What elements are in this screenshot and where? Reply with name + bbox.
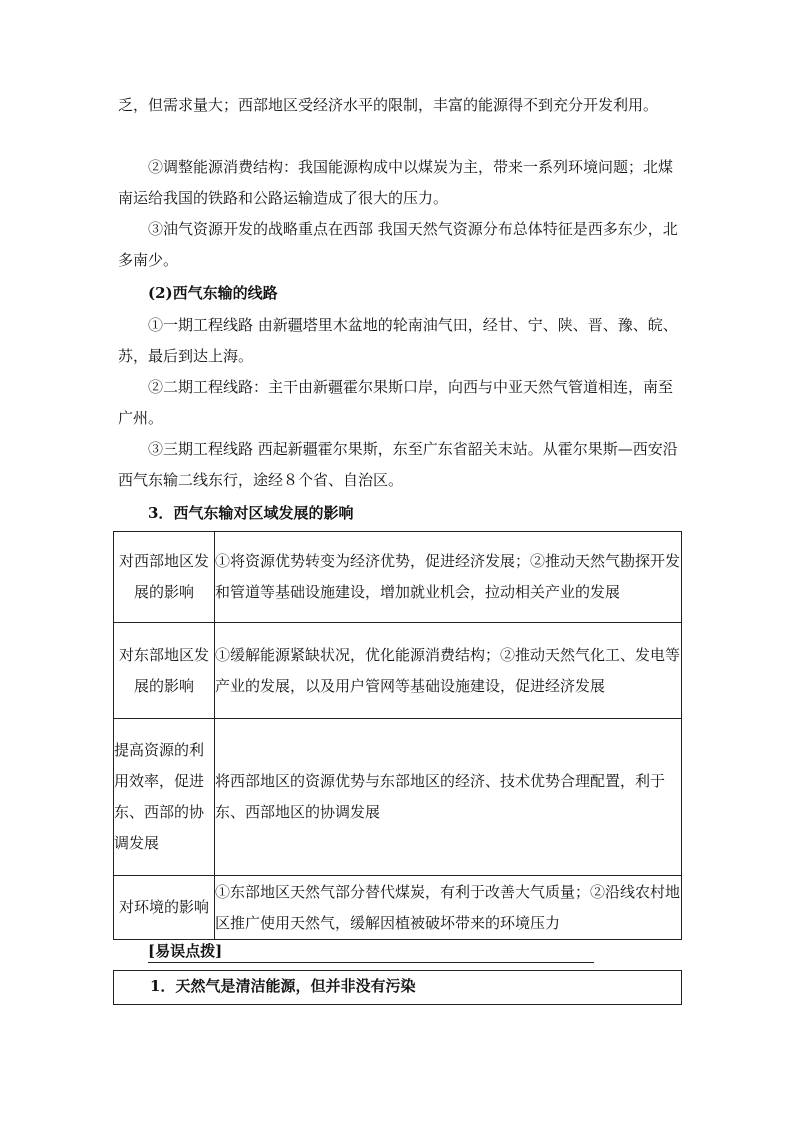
row-content: ①将资源优势转变为经济优势，促进经济发展；②推动天然气勘探开发和管道等基础设施建设，增加就业机会，拉动相关产业的发展 [215,532,682,623]
paragraph-phase-three: ③三期工程线路 西起新疆霍尔果斯，东至广东省韶关末站。从霍尔果斯—西安沿西气东输二线东行，途经８个省、自治区。 [118,440,678,489]
subheading-pipeline-routes: (2)西气东输的线路 [148,284,278,302]
row-label: 对东部地区发展的影响 [114,623,215,719]
table-row [114,719,682,876]
table-row [114,532,682,623]
table-row [114,876,682,940]
paragraph-energy-structure: ②调整能源消费结构：我国能源构成中以煤炭为主，带来一系列环境问题；北煤南运给我国的铁路和公路运输造成了很大的压力。 [118,158,674,207]
row-content: ①东部地区天然气部分替代煤炭，有利于改善大气质量；②沿线农村地区推广使用天然气，缓解因植被破坏带来的环境压力 [215,876,682,940]
tips-heading: [易误点拨] [148,940,594,963]
tip-item: 1．天然气是清洁能源，但并非没有污染 [150,977,416,995]
section-heading-impact: 3．西气东输对区域发展的影响 [148,504,354,522]
impact-table [113,531,682,940]
tip-box [113,970,682,1005]
paragraph-phase-one: ①一期工程线路 由新疆塔里木盆地的轮南油气田，经甘、宁、陕、晋、豫、皖、苏，最后到达上海。 [118,316,678,365]
paragraph-phase-two: ②二期工程线路：主干由新疆霍尔果斯口岸，向西与中亚天然气管道相连，南至广州。 [118,378,674,427]
row-label: 对西部地区发展的影响 [114,532,215,623]
row-label: 提高资源的利用效率，促进东、西部的协调发展 [114,719,215,876]
paragraph-strategy-focus: ③油气资源开发的战略重点在西部 我国天然气资源分布总体特征是西多东少，北多南少。 [118,220,678,269]
table-row [114,623,682,719]
row-content: ①缓解能源紧缺状况，优化能源消费结构；②推动天然气化工、发电等产业的发展，以及用户管网等基础设施建设，促进经济发展 [215,623,682,719]
row-label: 对环境的影响 [114,876,215,940]
row-content: 将西部地区的资源优势与东部地区的经济、技术优势合理配置，利于东、西部地区的协调发展 [215,719,682,876]
paragraph-energy-demand: 乏，但需求量大；西部地区受经济水平的限制，丰富的能源得不到充分开发利用。 [118,96,659,114]
